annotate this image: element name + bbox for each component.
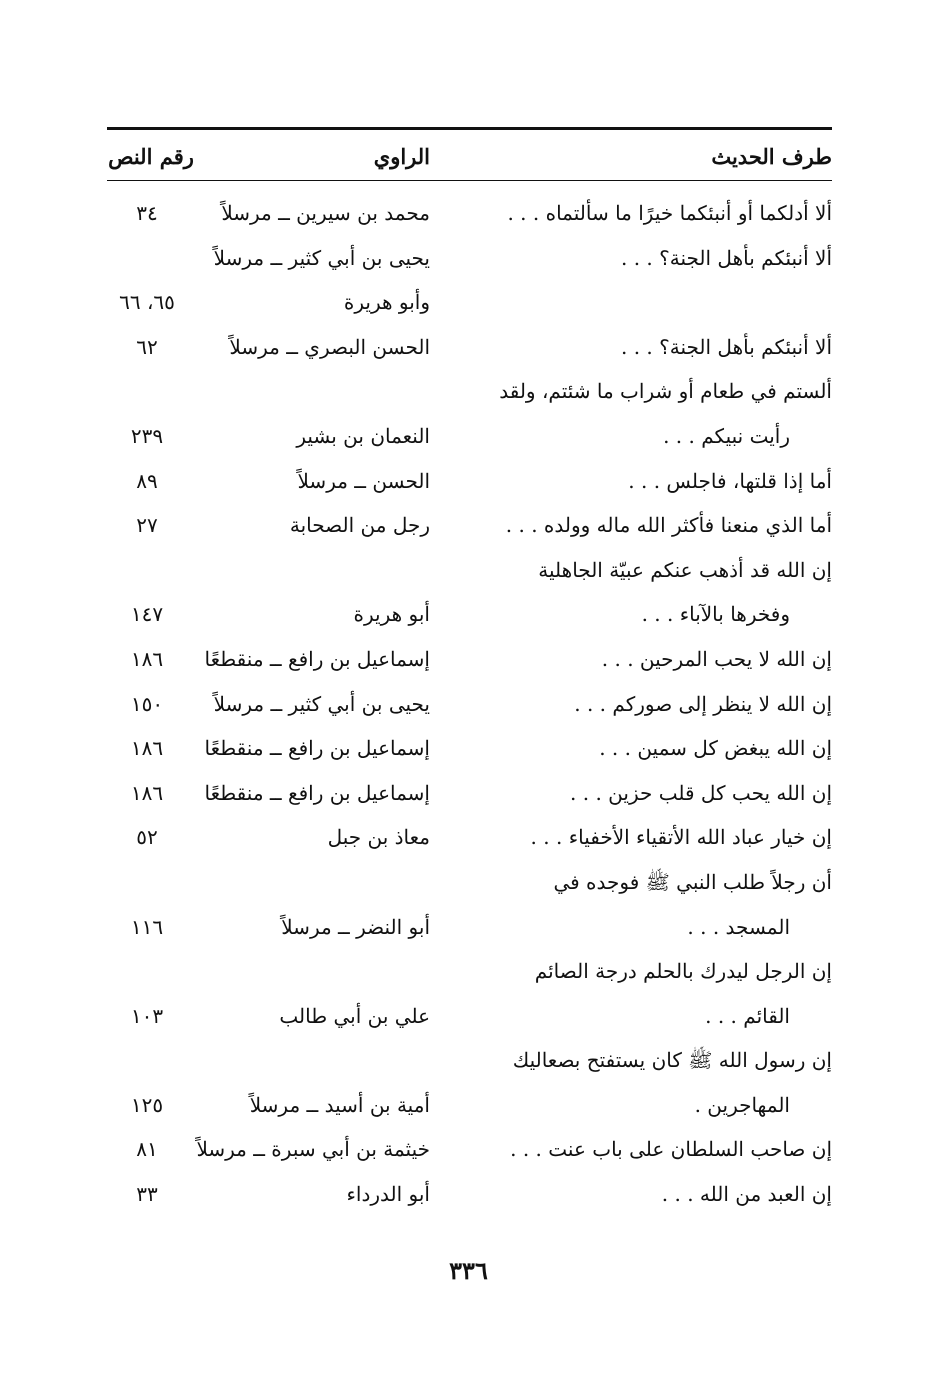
number-cell: ١٥٠ [130,691,164,716]
table-row [107,950,832,995]
hadith-cell: ألا أنبئكم بأهل الجنة؟ . . . [620,334,832,359]
table-row [107,281,832,326]
hadith-cell: إن الله يحب كل قلب حزين . . . [570,780,832,805]
table-row [107,861,832,906]
narrator-cell: إسماعيل بن رافع ــ منقطعًا [204,736,430,761]
narrator-cell: يحيى بن أبي كثير ــ مرسلاً [213,691,430,716]
table-row [107,727,832,772]
table-row [107,638,832,683]
page-number: ٣٣٦ [449,1256,488,1285]
table-row [107,995,832,1040]
hadith-cell: إن الله لا يحب المرحين . . . [601,646,832,671]
narrator-cell: علي بن أبي طالب [279,1003,430,1028]
hadith-cell: رأيت نبيكم . . . [663,423,790,448]
number-cell: ١٠٣ [130,1003,164,1028]
table-row [107,326,832,371]
number-cell: ٨٩ [136,468,158,493]
number-cell: ٢٣٩ [130,423,164,448]
hadith-cell: أن رجلاً طلب النبي ﷺ فوجده في [553,869,832,894]
header-narrator: الراوي [373,144,430,169]
table-row [107,1128,832,1173]
number-cell: ١٨٦ [130,736,164,761]
narrator-cell: إسماعيل بن رافع ــ منقطعًا [204,646,430,671]
top-rule [107,127,832,130]
table-row [107,1039,832,1084]
hadith-cell: إن الله لا ينظر إلى صوركم . . . [574,691,832,716]
number-cell: ١٨٦ [130,780,164,805]
table-row [107,1173,832,1218]
table-row [107,504,832,549]
table-row [107,1084,832,1129]
table-body [107,192,832,1218]
narrator-cell: خيثمة بن أبي سبرة ــ مرسلاً [196,1137,430,1162]
number-cell: ١٨٦ [130,646,164,671]
table-row [107,192,832,237]
number-cell: ٨١ [136,1137,158,1162]
narrator-cell: النعمان بن بشير [296,423,430,448]
table-row [107,415,832,460]
table-row [107,593,832,638]
narrator-cell: الحسن ــ مرسلاً [297,468,430,493]
hadith-cell: ألا أدلكما أو أنبئكما خيرًا ما سألتماه . . . [507,201,832,225]
hadith-cell: المهاجرين . [694,1092,790,1117]
hadith-cell: إن خيار عباد الله الأتقياء الأخفياء . . . [530,825,832,850]
hadith-cell: وفخرها بالآباء . . . [641,602,790,627]
table-row [107,906,832,951]
number-cell: ١١٦ [130,914,164,939]
table-row [107,816,832,861]
header-number: رقم النص [108,144,194,169]
table-row [107,460,832,505]
table-row [107,370,832,415]
number-cell: ٦٥، ٦٦ [119,290,175,315]
number-cell: ٥٢ [136,825,158,850]
hadith-cell: ألستم في طعام أو شراب ما شئتم، ولقد [499,379,832,404]
hadith-cell: أما إذا قلتها، فاجلس . . . [628,468,832,493]
header-rule [107,180,832,181]
number-cell: ١٢٥ [130,1092,164,1117]
table-row [107,237,832,282]
hadith-cell: إن صاحب السلطان على باب عنت . . . [510,1137,832,1162]
narrator-cell: يحيى بن أبي كثير ــ مرسلاً [213,245,430,270]
narrator-cell: أبو النضر ــ مرسلاً [281,914,430,939]
narrator-cell: وأبو هريرة [343,290,430,315]
hadith-cell: ألا أنبئكم بأهل الجنة؟ . . . [620,245,832,270]
hadith-cell: إن رسول الله ﷺ كان يستفتح بصعاليك [512,1048,832,1073]
number-cell: ١٤٧ [130,602,164,627]
hadith-cell: إن الله يبغض كل سمين . . . [599,736,832,761]
narrator-cell: معاذ بن جبل [327,825,430,850]
narrator-cell: الحسن البصري ــ مرسلاً [229,334,430,359]
hadith-cell: إن الرجل ليدرك بالحلم درجة الصائم [534,959,832,984]
narrator-cell: محمد بن سيرين ــ مرسلاً [221,201,430,225]
table-row [107,772,832,817]
narrator-cell: إسماعيل بن رافع ــ منقطعًا [204,780,430,805]
narrator-cell: أبو الدرداء [346,1182,430,1207]
narrator-cell: أمية بن أسيد ــ مرسلاً [249,1092,430,1117]
narrator-cell: رجل من الصحابة [289,513,430,538]
hadith-cell: أما الذي منعنا فأكثر الله ماله وولده . . . [505,513,832,538]
number-cell: ٣٤ [136,201,158,225]
hadith-cell: المسجد . . . [687,914,790,939]
number-cell: ٦٢ [136,334,158,359]
hadith-cell: إن العبد من الله . . . [661,1182,832,1207]
hadith-cell: القائم . . . [705,1003,790,1028]
table-row [107,549,832,594]
narrator-cell: أبو هريرة [353,602,430,627]
table-header [107,138,832,178]
number-cell: ٢٧ [136,513,158,538]
hadith-cell: إن الله قد أذهب عنكم عبيّة الجاهلية [538,557,832,582]
header-hadith: طرف الحديث [711,144,832,169]
number-cell: ٣٣ [136,1182,158,1207]
table-row [107,683,832,728]
